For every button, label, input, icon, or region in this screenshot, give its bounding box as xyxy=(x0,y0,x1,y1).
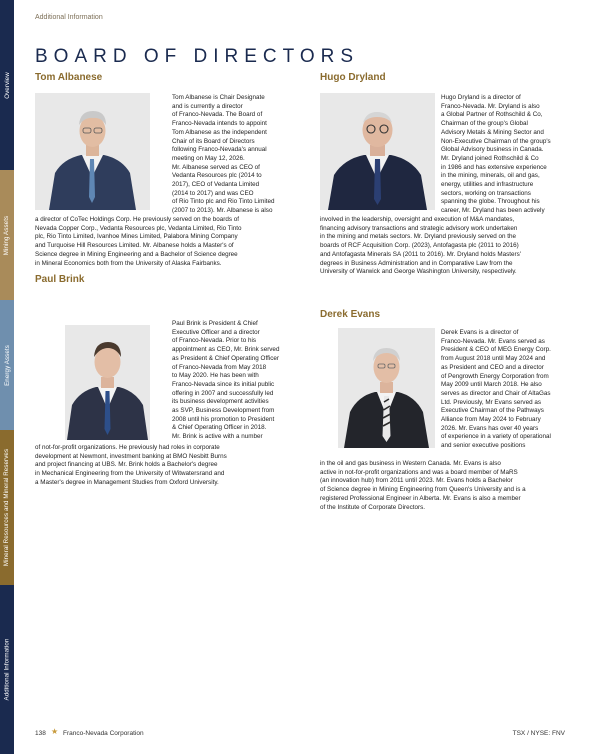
sidebar-tab-label: Mining Assets xyxy=(3,215,11,255)
sidebar-tab-label: Additional Information xyxy=(3,638,11,701)
director-bio-dryland-top: Hugo Dryland is a director of Franco-Nevada. Mr. Dryland is also a Global Partner of Rothschild & Co, Chairman of the group's Global Advisory Metals & Mining Sector and Non-Executive Chairman of the group's Global Advisory business in Canada. Mr. Dryland joined Rothschild & Co in 1986 and has extensive experience in the mining, minerals, oil and gas, energy, utilities and infrastructure sectors, working on transactions spanning the globe. Throughout his career, Mr. Dryland has been actively xyxy=(441,94,551,215)
sidebar-tab-additional-information[interactable] xyxy=(0,585,14,754)
director-photo-evans xyxy=(338,328,435,448)
director-name-brink: Paul Brink xyxy=(35,274,85,285)
page-number: 138 xyxy=(35,730,46,737)
director-name-evans: Derek Evans xyxy=(320,309,381,320)
director-bio-dryland-bottom: involved in the leadership, oversight and execution of M&A mandates, financing advisory transactions and strategic advisory work undertaken in the mining and metals sectors. Mr. Dryland previously served on the boards of RCF Acquisition Corp. (2023), Antofagasta plc (2011 to 2016) and Antofagasta Minerals SA (2011 to 2016). Mr. Dryland holds Masters' degrees in Business Administration and in Comparative Law from the University of Warwick and George Washington University, respectively. xyxy=(320,216,521,276)
sidebar-tab-label: Overview xyxy=(3,71,11,99)
director-bio-albanese-top: Tom Albanese is Chair Designate and is currently a director of Franco-Nevada. The Board of Franco-Nevada intends to appoint Tom Albanese as the independent Chair of its Board of Directors following Franco-Nevada's annual meeting on May 12, 2026. Mr. Albanese served as CEO of Vedanta Resources plc (2014 to 2017), CEO of Vedanta Limited (2014 to 2017) and was CEO of Rio Tinto plc and Rio Tinto Limited (2007 to 2013). Mr. Albanese is also xyxy=(172,94,275,215)
director-bio-brink-top: Paul Brink is President & Chief Executive Officer and a director of Franco-Nevada. Prior to his appointment as CEO, Mr. Brink served as President & Chief Operating Officer of Franco-Nevada from May 2018 to May 2020. He has been with Franco-Nevada since its initial public offering in 2007 and successfully led its business development activities as SVP, Business Development from 2008 until his promotion to President & Chief Operating Officer in 2018. Mr. Brink is active with a number xyxy=(172,320,280,441)
director-bio-albanese-bottom: a director of CoTec Holdings Corp. He previously served on the boards of Nevada Copper Corp., Vedanta Resources plc, Vedanta Limited, Rio Tinto plc, Rio Tinto Limited, Ivanhoe Mines Limited, Palabora Mining Company and Turquoise Hill Resources Limited. Mr. Albanese holds a Master's of Science degree in Mining Engineering and a Bachelor of Science degree in Mineral Economics both from the University of Alaska Fairbanks. xyxy=(35,216,242,267)
director-photo-dryland xyxy=(320,93,435,210)
section-label: Additional Information xyxy=(35,14,103,21)
page-title: BOARD OF DIRECTORS xyxy=(35,46,360,67)
director-bio-evans-bottom: in the oil and gas business in Western Canada. Mr. Evans is also active in not-for-profit organizations and was a board member of MaRS (an innovation hub) from 2011 until 2023. Mr. Evans holds a Bachelor of Science degree in Mining Engineering from Queen's University and is a registered Professional Engineer in Alberta. Mr. Evans is also a member of the Institute of Corporate Directors. xyxy=(320,460,526,511)
footer-company: Franco-Nevada Corporation xyxy=(63,730,144,737)
sidebar-tab-label: Mineral Resources and Mineral Reserves xyxy=(3,448,11,567)
sidebar-tab-mineral-resources[interactable] xyxy=(0,430,14,585)
director-bio-brink-bottom: of not-for-profit organizations. He previously had roles in corporate development at Newmont, investment banking at BMO Nesbitt Burns and project financing at UBS. Mr. Brink holds a Bachelor's degree in Mechanical Engineering from the University of Witwatersrand and a Master's degree in Management Studies from Oxford University. xyxy=(35,444,227,486)
director-photo-albanese xyxy=(35,93,150,210)
director-name-albanese: Tom Albanese xyxy=(35,72,103,83)
sidebar-tab-overview[interactable] xyxy=(0,0,14,170)
sidebar-tab-mining-assets[interactable] xyxy=(0,170,14,300)
director-photo-brink xyxy=(65,325,150,440)
footer-ticker: TSX / NYSE: FNV xyxy=(512,730,565,737)
section-sidebar xyxy=(0,0,14,754)
sidebar-tab-energy-assets[interactable] xyxy=(0,300,14,430)
star-icon: ★ xyxy=(51,727,59,736)
director-name-dryland: Hugo Dryland xyxy=(320,72,386,83)
sidebar-tab-label: Energy Assets xyxy=(3,344,11,386)
director-bio-evans-top: Derek Evans is a director of Franco-Nevada. Mr. Evans served as President & CEO of MEG Energy Corp. from August 2018 until May 2024 and as President and CEO and a director of Pengrowth Energy Corporation from May 2009 until March 2018. He also serves as director and Chair of AltaGas Ltd. Previously, Mr Evans served as Executive Chairman of the Pathways Alliance from May 2024 to February 2026. Mr. Evans has over 40 years of experience in a variety of operational and senior executive positions xyxy=(441,329,551,450)
